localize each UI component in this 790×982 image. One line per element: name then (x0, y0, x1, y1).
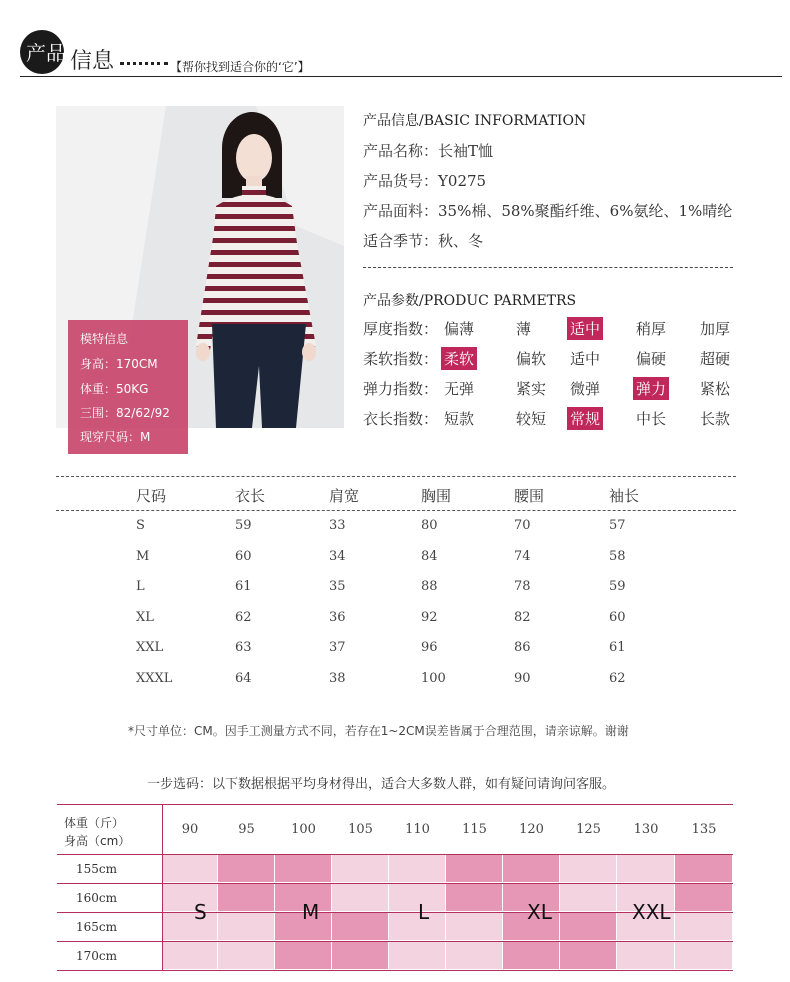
param-option: 短款 (444, 410, 475, 428)
guide-cell (332, 912, 388, 940)
guide-cell (560, 854, 616, 882)
guide-cell (389, 912, 445, 940)
guide-cell (218, 883, 274, 911)
product-fabric: 产品面料：35%棉、58%聚酯纤维、6%氨纶、1%晴纶 (363, 202, 733, 220)
guide-cell (389, 883, 445, 911)
guide-row-line (57, 941, 733, 942)
guide-cell (446, 941, 502, 969)
size-cell: 63 (235, 640, 252, 655)
guide-cell (332, 941, 388, 969)
guide-cell (332, 883, 388, 911)
header-divider (20, 76, 782, 77)
guide-cell (446, 854, 502, 882)
product-season: 适合季节：秋、冬 (363, 232, 484, 250)
param-option: 偏硬 (636, 350, 667, 368)
model-size: 现穿尺码：M (80, 430, 151, 444)
size-cell: 60 (609, 609, 626, 625)
guide-weight: 125 (576, 822, 601, 837)
size-cell: 35 (329, 579, 346, 594)
guide-cell (389, 854, 445, 882)
guide-height: 165cm (76, 920, 118, 934)
guide-cell (162, 912, 217, 940)
guide-size-label: XL (527, 900, 552, 924)
size-cell: 80 (421, 518, 438, 533)
param-option: 偏薄 (444, 320, 475, 338)
size-cell: 58 (609, 548, 626, 564)
size-table-header-line (56, 510, 736, 511)
size-cell: 88 (421, 579, 438, 594)
size-cell: 61 (235, 579, 252, 594)
param-option: 薄 (516, 320, 532, 338)
param-label: 柔软指数： (363, 350, 439, 368)
guide-cell (503, 854, 559, 882)
guide-height: 160cm (76, 891, 118, 905)
guide-cell (446, 883, 502, 911)
guide-weight: 105 (348, 822, 373, 837)
header-badge-text: 产品 (26, 41, 66, 65)
guide-cell (503, 941, 559, 969)
guide-weight: 100 (291, 822, 316, 837)
size-cell: 34 (329, 548, 346, 564)
guide-weight: 115 (462, 822, 487, 837)
param-option: 中长 (636, 410, 667, 428)
guide-height: 170cm (76, 949, 118, 963)
guide-cell (389, 941, 445, 969)
size-cell-code: XXXL (136, 670, 173, 686)
param-option: 微弹 (570, 380, 601, 398)
model-height: 身高：170CM (80, 357, 158, 371)
guide-header-line (57, 854, 733, 855)
guide-cell (218, 912, 274, 940)
param-option: 偏软 (516, 350, 547, 368)
size-cell: 74 (514, 548, 531, 564)
guide-size-label: M (302, 900, 320, 924)
size-note: *尺寸单位：CM。因手工测量方式不同，若存在1~2CM误差皆属于合理范围，请亲谅解。谢谢 (128, 724, 629, 738)
size-cell: 59 (235, 518, 252, 533)
guide-corner-height: 身高（cm） (64, 834, 131, 848)
size-cell: 37 (329, 640, 346, 655)
model-weight: 体重：50KG (80, 382, 149, 396)
size-cell: 36 (329, 609, 346, 625)
size-cell-code: XL (136, 609, 154, 625)
size-header: 尺码 (136, 487, 167, 505)
product-code: 产品货号：Y0275 (363, 172, 487, 190)
param-label: 衣长指数： (363, 410, 439, 428)
size-cell: 70 (514, 518, 531, 533)
header-title: 信息 (70, 49, 115, 74)
guide-cell (617, 941, 674, 969)
guide-cell (162, 854, 217, 882)
basic-info-title: 产品信息/BASIC INFORMATION (363, 113, 587, 129)
guide-weight: 110 (405, 822, 430, 837)
size-cell: 84 (421, 548, 438, 564)
param-option-selected: 弹力 (633, 377, 669, 400)
guide-size-label: XXL (632, 900, 671, 924)
size-cell: 61 (609, 640, 626, 655)
size-cell: 90 (514, 670, 531, 686)
size-cell: 64 (235, 670, 252, 686)
guide-cell (275, 941, 331, 969)
guide-cell (275, 854, 331, 882)
param-option: 较短 (516, 410, 547, 428)
size-cell: 59 (609, 579, 626, 594)
guide-row-line (57, 883, 733, 884)
guide-weight: 120 (519, 822, 544, 837)
guide-height: 155cm (76, 862, 118, 876)
guide-cell (560, 883, 616, 911)
param-label: 弹力指数： (363, 380, 439, 398)
guide-cell (332, 854, 388, 882)
guide-weight: 130 (633, 822, 659, 837)
guide-size-label: S (194, 900, 207, 924)
size-cell: 62 (609, 670, 626, 686)
guide-cell (675, 854, 732, 882)
size-cell: 96 (421, 640, 438, 655)
size-header: 衣长 (235, 487, 266, 505)
param-option-selected: 适中 (567, 317, 603, 340)
guide-cell (675, 883, 732, 911)
model-info-title: 模特信息 (80, 332, 129, 346)
guide-top-line (57, 804, 733, 805)
size-cell-code: M (136, 548, 150, 564)
size-cell: 60 (235, 548, 252, 564)
size-cell: 57 (609, 518, 626, 533)
guide-weight: 90 (181, 822, 199, 837)
guide-cell (675, 941, 732, 969)
guide-cell (162, 941, 217, 969)
info-divider (363, 267, 733, 268)
model-measurements: 三围：82/62/92 (80, 406, 170, 420)
size-cell: 86 (514, 640, 531, 655)
product-name: 产品名称：长袖T恤 (363, 142, 494, 160)
size-header: 袖长 (609, 487, 640, 505)
guide-cell (162, 883, 217, 911)
header-dots (120, 62, 168, 65)
param-option: 超硬 (700, 350, 731, 368)
guide-size-label: L (418, 900, 430, 924)
param-option: 加厚 (700, 320, 731, 338)
param-option: 紧实 (516, 380, 547, 398)
size-cell-code: S (136, 518, 145, 533)
guide-cell (560, 912, 616, 940)
param-label: 厚度指数： (363, 320, 439, 338)
size-cell-code: XXL (136, 640, 164, 655)
param-option: 无弹 (444, 380, 475, 398)
header-subtitle: 【帮你找到适合你的‘它’】 (170, 60, 310, 74)
guide-cell (617, 854, 674, 882)
guide-weight: 95 (238, 822, 255, 837)
guide-weight: 135 (691, 822, 717, 837)
size-header: 腰围 (514, 487, 545, 505)
param-option: 稍厚 (636, 320, 667, 338)
size-cell: 92 (421, 609, 438, 625)
guide-cell (218, 854, 274, 882)
size-cell: 82 (514, 609, 531, 625)
size-guide-text: 一步选码：以下数据根据平均身材得出，适合大多数人群，如有疑问请询问客服。 (147, 777, 616, 792)
size-header: 肩宽 (329, 487, 360, 505)
size-cell: 38 (329, 670, 346, 686)
param-option: 长款 (700, 410, 731, 428)
guide-corner-weight: 体重（斤） (64, 816, 125, 830)
params-title: 产品参数/PRODUC PARMETRS (363, 293, 577, 309)
guide-cell (560, 941, 616, 969)
size-header: 胸围 (421, 487, 452, 505)
size-cell: 100 (421, 670, 446, 686)
size-cell-code: L (136, 579, 145, 594)
size-cell: 78 (514, 579, 531, 594)
size-cell: 33 (329, 518, 346, 533)
param-option-selected: 常规 (567, 407, 603, 430)
guide-cell (675, 912, 732, 940)
param-option: 紧松 (700, 380, 731, 398)
guide-row-line (57, 970, 733, 971)
param-option-selected: 柔软 (441, 347, 477, 370)
param-option: 适中 (570, 350, 601, 368)
guide-cell (446, 912, 502, 940)
guide-cell (218, 941, 274, 969)
size-table-top-line (56, 476, 736, 477)
size-cell: 62 (235, 609, 252, 625)
